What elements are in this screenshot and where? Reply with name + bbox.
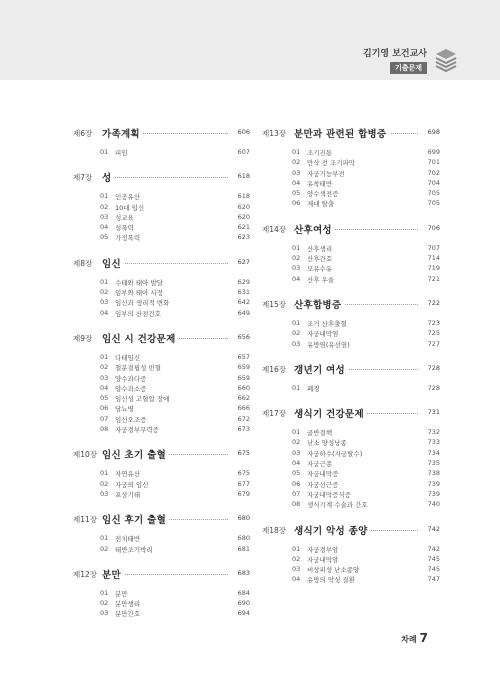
toc-item[interactable] bbox=[262, 437, 440, 447]
item-page: 728 bbox=[427, 383, 440, 392]
item-title: 산후 우울 bbox=[307, 275, 335, 284]
item-number: 01 bbox=[100, 148, 109, 156]
chapter-number: 제14장 bbox=[262, 224, 287, 234]
item-page: 733 bbox=[427, 438, 440, 447]
item-title: 비상피성 난소종양 bbox=[307, 566, 360, 575]
item-page: 704 bbox=[427, 178, 440, 187]
item-title: 자궁하수(자궁탈수) bbox=[307, 449, 363, 458]
item-number: 01 bbox=[292, 243, 301, 252]
chapter-items bbox=[262, 544, 440, 585]
item-title: 임신오조증 bbox=[115, 415, 147, 424]
item-page: 699 bbox=[427, 148, 440, 156]
item-title: 수태와 태아 발달 bbox=[115, 278, 164, 287]
book-title: 김기영 보건교사 bbox=[363, 49, 427, 59]
toc-item[interactable] bbox=[73, 479, 250, 489]
chapter-number: 제9장 bbox=[73, 333, 93, 343]
item-page: 680 bbox=[237, 534, 250, 543]
chapter-items bbox=[262, 427, 440, 509]
item-title: 유착태반 bbox=[307, 179, 333, 188]
item-title: 유방의 악성 질환 bbox=[307, 576, 356, 585]
toc-item[interactable] bbox=[73, 373, 250, 383]
item-number: 07 bbox=[100, 414, 109, 423]
chapter-number: 제15장 bbox=[262, 299, 287, 309]
item-page: 745 bbox=[427, 565, 440, 574]
chapter-title: 갱년기 여성 bbox=[294, 362, 348, 376]
toc-item[interactable] bbox=[73, 424, 250, 434]
item-title: 포상기태 bbox=[115, 490, 141, 499]
item-number: 04 bbox=[292, 459, 301, 468]
item-page: 672 bbox=[237, 414, 250, 423]
item-number: 04 bbox=[100, 223, 109, 232]
item-title: 당뇨병 bbox=[115, 405, 134, 414]
toc-chapter[interactable] bbox=[73, 568, 250, 580]
toc-item[interactable] bbox=[262, 178, 440, 188]
item-number: 03 bbox=[292, 448, 301, 457]
toc-item[interactable] bbox=[262, 318, 440, 328]
chapter-number: 제18장 bbox=[262, 525, 287, 535]
toc-item[interactable] bbox=[73, 287, 250, 297]
toc-item[interactable] bbox=[262, 448, 440, 458]
item-page: 675 bbox=[237, 469, 250, 478]
toc-item[interactable] bbox=[73, 588, 250, 598]
item-page: 629 bbox=[237, 277, 250, 286]
toc-item[interactable] bbox=[73, 191, 250, 201]
chapter-title: 생식기 건강문제 bbox=[294, 406, 367, 420]
item-number: 04 bbox=[292, 274, 301, 283]
toc-left-column bbox=[73, 127, 250, 633]
chapter-number: 제7장 bbox=[73, 173, 93, 183]
chapter-title: 생식기 악성 종양 bbox=[294, 523, 371, 537]
toc-right-column bbox=[262, 127, 440, 599]
item-title: 피임 bbox=[115, 149, 128, 157]
item-number: 03 bbox=[100, 489, 109, 498]
chapter-title: 임신 시 건강문제 bbox=[102, 331, 179, 345]
toc-chapter[interactable] bbox=[262, 298, 440, 310]
item-number: 06 bbox=[100, 404, 109, 413]
toc-item[interactable] bbox=[73, 468, 250, 478]
item-number: 01 bbox=[100, 352, 109, 361]
toc-item[interactable] bbox=[73, 277, 250, 287]
item-page: 657 bbox=[237, 352, 250, 361]
item-number: 05 bbox=[292, 189, 301, 198]
chapter-items bbox=[73, 352, 250, 434]
item-page: 745 bbox=[427, 554, 440, 563]
item-page: 673 bbox=[237, 425, 250, 434]
toc-item[interactable] bbox=[73, 147, 250, 157]
chapter-title: 산후여성 bbox=[294, 222, 335, 236]
item-page: 677 bbox=[237, 479, 250, 488]
toc-item[interactable] bbox=[73, 489, 250, 499]
toc-item[interactable] bbox=[73, 297, 250, 307]
item-title: 난소 양성낭종 bbox=[307, 439, 347, 448]
toc-item[interactable] bbox=[262, 328, 440, 338]
toc-item[interactable] bbox=[262, 198, 440, 208]
chapter-title: 임신 초기 출혈 bbox=[102, 447, 169, 461]
chapter-page: 731 bbox=[427, 408, 440, 417]
toc-chapter[interactable] bbox=[262, 127, 440, 139]
item-number: 02 bbox=[100, 288, 109, 297]
item-page: 714 bbox=[427, 254, 440, 263]
item-number: 04 bbox=[100, 383, 109, 392]
item-title: 철분결핍성 빈혈 bbox=[115, 364, 162, 373]
item-page: 719 bbox=[427, 264, 440, 273]
toc-item[interactable] bbox=[73, 308, 250, 318]
item-title: 자연유산 bbox=[115, 470, 141, 479]
item-number: 02 bbox=[100, 599, 109, 608]
toc-item[interactable] bbox=[73, 232, 250, 242]
item-number: 04 bbox=[100, 308, 109, 317]
book-badge: 기출문제 bbox=[390, 62, 427, 74]
toc-chapter[interactable] bbox=[262, 407, 440, 419]
page-footer bbox=[401, 627, 428, 646]
toc-chapter[interactable] bbox=[262, 223, 440, 235]
item-title: 성폭력 bbox=[115, 224, 134, 233]
item-number: 01 bbox=[100, 277, 109, 286]
item-title: 자궁경부무력증 bbox=[115, 426, 159, 435]
chapter-title: 임신 후기 출혈 bbox=[102, 512, 169, 526]
toc-item[interactable] bbox=[73, 383, 250, 393]
chapter-page: 742 bbox=[427, 524, 440, 533]
item-number: 08 bbox=[292, 500, 301, 509]
chapter-number: 제13장 bbox=[262, 129, 287, 138]
item-page: 747 bbox=[427, 575, 440, 584]
item-title: 골반결핵 bbox=[307, 429, 333, 438]
item-number: 01 bbox=[100, 534, 109, 543]
item-page: 740 bbox=[427, 500, 440, 509]
item-number: 03 bbox=[292, 264, 301, 273]
chapter-page: 627 bbox=[237, 257, 250, 266]
chapter-page: 680 bbox=[237, 514, 250, 523]
item-page: 738 bbox=[427, 469, 440, 478]
leader-dots bbox=[102, 177, 228, 178]
item-page: 631 bbox=[237, 288, 250, 297]
item-number: 02 bbox=[100, 363, 109, 372]
item-page: 607 bbox=[237, 148, 250, 156]
item-page: 705 bbox=[427, 199, 440, 208]
item-title: 자궁내막증 bbox=[307, 470, 339, 479]
item-title: 성교육 bbox=[115, 213, 134, 222]
chapter-page: 618 bbox=[237, 172, 250, 181]
toc-item[interactable] bbox=[73, 352, 250, 362]
toc-item[interactable] bbox=[73, 202, 250, 212]
item-number: 08 bbox=[100, 425, 109, 434]
toc-item[interactable] bbox=[262, 168, 440, 178]
item-number: 03 bbox=[100, 298, 109, 307]
item-page: 734 bbox=[427, 448, 440, 457]
item-page: 621 bbox=[237, 223, 250, 232]
chapter-page: 606 bbox=[237, 128, 250, 136]
toc-item[interactable] bbox=[262, 253, 440, 263]
chapter-title: 분만 bbox=[102, 567, 124, 581]
chapter-page: 683 bbox=[237, 568, 250, 577]
item-page: 679 bbox=[237, 489, 250, 498]
item-page: 721 bbox=[427, 274, 440, 283]
item-page: 681 bbox=[237, 544, 250, 553]
toc-item[interactable] bbox=[73, 414, 250, 424]
toc-item[interactable] bbox=[262, 157, 440, 167]
chapter-title: 임신 bbox=[102, 256, 124, 270]
item-page: 742 bbox=[427, 544, 440, 553]
item-page: 659 bbox=[237, 363, 250, 372]
item-number: 03 bbox=[292, 565, 301, 574]
toc-chapter[interactable] bbox=[73, 257, 250, 269]
item-title: 자궁내막증식증 bbox=[307, 490, 351, 499]
chapter-items bbox=[262, 147, 440, 209]
item-number: 07 bbox=[292, 489, 301, 498]
toc-item[interactable] bbox=[73, 608, 250, 618]
item-title: 산후간호 bbox=[307, 255, 333, 264]
item-title: 양수색전증 bbox=[307, 190, 339, 199]
item-page: 723 bbox=[427, 318, 440, 327]
header-band bbox=[0, 0, 500, 80]
toc-item[interactable] bbox=[73, 212, 250, 222]
chapter-page: 656 bbox=[237, 332, 250, 341]
item-number: 03 bbox=[292, 168, 301, 177]
item-title: 자궁내막암 bbox=[307, 555, 339, 564]
item-title: 임신과 생리적 변화 bbox=[115, 299, 170, 308]
item-title: 제대 탈출 bbox=[307, 200, 335, 209]
item-number: 01 bbox=[292, 318, 301, 327]
item-title: 임신성 고혈압 장애 bbox=[115, 395, 170, 404]
toc-item[interactable] bbox=[262, 458, 440, 468]
item-number: 02 bbox=[292, 438, 301, 447]
item-page: 739 bbox=[427, 489, 440, 498]
item-number: 06 bbox=[292, 479, 301, 488]
toc-item[interactable] bbox=[73, 362, 250, 372]
toc-chapter[interactable] bbox=[73, 513, 250, 525]
item-number: 06 bbox=[292, 199, 301, 208]
item-number: 01 bbox=[292, 544, 301, 553]
item-number: 03 bbox=[100, 609, 109, 618]
item-page: 662 bbox=[237, 394, 250, 403]
chapter-page: 722 bbox=[427, 298, 440, 307]
chapter-title: 가족계획 bbox=[102, 126, 143, 140]
toc-item[interactable] bbox=[262, 243, 440, 253]
item-title: 산후생리 bbox=[307, 244, 333, 253]
item-number: 02 bbox=[292, 329, 301, 338]
chapter-page: 728 bbox=[427, 363, 440, 372]
item-title: 양수과다증 bbox=[115, 374, 147, 383]
chapter-items bbox=[262, 318, 440, 349]
item-number: 03 bbox=[100, 373, 109, 382]
item-number: 03 bbox=[292, 339, 301, 348]
chapter-page: 698 bbox=[427, 128, 440, 136]
toc-item[interactable] bbox=[73, 393, 250, 403]
item-title: 폐경 bbox=[307, 384, 320, 393]
item-page: 701 bbox=[427, 158, 440, 167]
toc-item[interactable] bbox=[262, 489, 440, 499]
item-title: 전치태반 bbox=[115, 535, 141, 544]
toc-chapter[interactable] bbox=[73, 332, 250, 344]
item-page: 705 bbox=[427, 189, 440, 198]
chapter-number: 제12장 bbox=[73, 569, 98, 579]
item-number: 05 bbox=[292, 469, 301, 478]
item-page: 666 bbox=[237, 404, 250, 413]
item-title: 모유수유 bbox=[307, 265, 333, 274]
item-title: 자궁선근증 bbox=[307, 480, 339, 489]
toc-item[interactable] bbox=[73, 222, 250, 232]
item-number: 01 bbox=[292, 383, 301, 392]
item-number: 01 bbox=[292, 148, 301, 156]
item-page: 702 bbox=[427, 168, 440, 177]
item-title: 자궁기능부전 bbox=[307, 169, 345, 178]
item-page: 735 bbox=[427, 459, 440, 468]
item-number: 04 bbox=[292, 178, 301, 187]
item-page: 642 bbox=[237, 298, 250, 307]
toc-item[interactable] bbox=[262, 479, 440, 489]
item-title: 분만생리 bbox=[115, 600, 141, 609]
item-number: 02 bbox=[292, 158, 301, 167]
item-number: 02 bbox=[100, 544, 109, 553]
item-page: 739 bbox=[427, 479, 440, 488]
item-title: 10대 임신 bbox=[115, 203, 145, 212]
item-number: 04 bbox=[292, 575, 301, 584]
toc-item[interactable] bbox=[262, 544, 440, 554]
chapter-items bbox=[262, 243, 440, 284]
item-title: 태반조기박리 bbox=[115, 545, 153, 554]
item-page: 690 bbox=[237, 599, 250, 608]
chapter-items bbox=[262, 383, 440, 393]
item-page: 649 bbox=[237, 308, 250, 317]
item-title: 분만 bbox=[115, 589, 128, 598]
chapter-items bbox=[73, 147, 250, 157]
item-page: 694 bbox=[237, 609, 250, 618]
chapter-number: 제17장 bbox=[262, 409, 287, 419]
item-number: 02 bbox=[100, 202, 109, 211]
toc-item[interactable] bbox=[262, 499, 440, 509]
toc-item[interactable] bbox=[262, 263, 440, 273]
item-number: 01 bbox=[100, 588, 109, 597]
toc-item[interactable] bbox=[262, 383, 440, 393]
item-number: 01 bbox=[292, 428, 301, 437]
item-number: 02 bbox=[292, 254, 301, 263]
item-page: 620 bbox=[237, 202, 250, 211]
item-number: 03 bbox=[100, 212, 109, 221]
item-title: 자궁경부암 bbox=[307, 545, 339, 554]
toc-item[interactable] bbox=[262, 147, 440, 157]
toc-chapter[interactable] bbox=[73, 127, 250, 139]
item-page: 623 bbox=[237, 233, 250, 242]
item-title: 가정폭력 bbox=[115, 234, 141, 243]
chapter-items bbox=[73, 533, 250, 554]
item-title: 자궁내막염 bbox=[307, 330, 339, 339]
item-title: 만삭 전 조기파막 bbox=[307, 159, 356, 168]
toc-item[interactable] bbox=[262, 564, 440, 574]
toc-chapter[interactable] bbox=[73, 171, 250, 183]
item-number: 01 bbox=[100, 469, 109, 478]
item-number: 02 bbox=[100, 479, 109, 488]
item-title: 조기 산후출혈 bbox=[307, 319, 347, 328]
toc-item[interactable] bbox=[262, 274, 440, 284]
layers-icon bbox=[434, 47, 458, 73]
item-title: 양수과소증 bbox=[115, 384, 147, 393]
item-title: 다태임신 bbox=[115, 353, 141, 362]
chapter-title: 분만과 관련된 합병증 bbox=[294, 126, 390, 140]
item-title: 생식기계 수술과 간호 bbox=[307, 501, 368, 510]
chapter-title: 산후합병증 bbox=[294, 297, 344, 311]
item-page: 618 bbox=[237, 192, 250, 201]
chapter-page: 675 bbox=[237, 449, 250, 458]
item-title: 조기진통 bbox=[307, 149, 333, 157]
page-number: 7 bbox=[419, 631, 428, 645]
item-title: 자궁외 임신 bbox=[115, 480, 149, 489]
item-page: 732 bbox=[427, 428, 440, 437]
item-title: 임부와 태아 사정 bbox=[115, 289, 164, 298]
item-page: 660 bbox=[237, 383, 250, 392]
chapter-items bbox=[73, 191, 250, 242]
toc-item[interactable] bbox=[262, 427, 440, 437]
item-title: 임부의 산전간호 bbox=[115, 309, 162, 318]
chapter-items bbox=[73, 468, 250, 499]
chapter-page: 706 bbox=[427, 223, 440, 232]
chapter-items bbox=[73, 277, 250, 318]
toc-item[interactable] bbox=[73, 533, 250, 543]
chapter-number: 제6장 bbox=[73, 129, 93, 138]
toc-chapter[interactable] bbox=[73, 448, 250, 460]
chapter-number: 제11장 bbox=[73, 515, 98, 525]
item-page: 684 bbox=[237, 588, 250, 597]
chapter-number: 제8장 bbox=[73, 258, 93, 268]
toc-item[interactable] bbox=[262, 574, 440, 584]
item-number: 05 bbox=[100, 394, 109, 403]
chapter-number: 제10장 bbox=[73, 450, 98, 460]
toc-item[interactable] bbox=[73, 598, 250, 608]
toc-chapter[interactable] bbox=[262, 524, 440, 536]
toc-item[interactable] bbox=[262, 468, 440, 478]
toc-chapter[interactable] bbox=[262, 363, 440, 375]
toc-item[interactable] bbox=[262, 554, 440, 564]
chapter-items bbox=[73, 588, 250, 619]
item-title: 분만간호 bbox=[115, 610, 141, 619]
item-page: 727 bbox=[427, 339, 440, 348]
item-number: 02 bbox=[292, 554, 301, 563]
item-page: 725 bbox=[427, 329, 440, 338]
footer-label: 차례 bbox=[401, 635, 417, 644]
item-title: 자궁근종 bbox=[307, 460, 333, 469]
toc-item[interactable] bbox=[73, 544, 250, 554]
item-page: 707 bbox=[427, 243, 440, 252]
item-title: 인공유산 bbox=[115, 193, 141, 202]
chapter-number: 제16장 bbox=[262, 364, 287, 374]
toc-item[interactable] bbox=[262, 188, 440, 198]
toc-item[interactable] bbox=[73, 403, 250, 413]
item-number: 05 bbox=[100, 233, 109, 242]
chapter-title: 성 bbox=[102, 170, 114, 184]
item-title: 유방염(유선염) bbox=[307, 340, 350, 349]
item-page: 659 bbox=[237, 373, 250, 382]
item-number: 01 bbox=[100, 192, 109, 201]
item-page: 620 bbox=[237, 212, 250, 221]
toc-item[interactable] bbox=[262, 339, 440, 349]
